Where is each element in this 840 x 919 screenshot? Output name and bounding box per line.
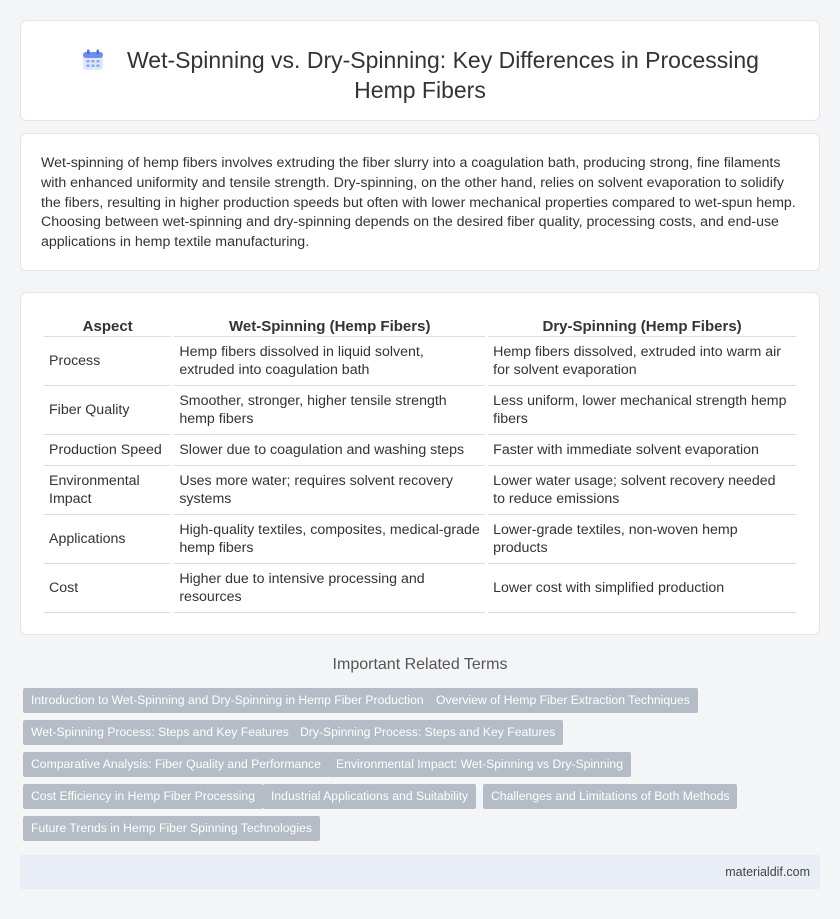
related-term-link[interactable]: Industrial Applications and Suitability [263, 784, 476, 809]
comparison-table [41, 317, 799, 613]
cell-aspect: Cost [44, 564, 171, 613]
intro-paragraph: Wet-spinning of hemp fibers involves extruding the fiber slurry into a coagulation bath, producing strong, fine filaments with enhanced uniformity and tensile strength. Dry-spinning, on the other hand, relies on solvent evaporation to solidify the fibers, resulting in higher production speeds but often with lower mechanical properties compared to wet-spun hemp. Choosing between wet-spinning and dry-spinning depends on the desired fiber quality, processing costs, and end-use applications in hemp textile manufacturing. [41, 155, 796, 251]
comparison-table-card [20, 292, 820, 635]
related-term-link[interactable]: Challenges and Limitations of Both Methods [483, 784, 737, 809]
cell-dry: Lower cost with simplified production [488, 564, 796, 613]
header-dry-spinning: Dry-Spinning (Hemp Fibers) [488, 317, 796, 337]
table-row [44, 564, 796, 613]
related-term-link[interactable]: Environmental Impact: Wet-Spinning vs Dry-Spinning [328, 752, 631, 777]
related-term-link[interactable]: Overview of Hemp Fiber Extraction Techniques [428, 688, 698, 713]
related-term-link[interactable]: Dry-Spinning Process: Steps and Key Features [292, 720, 563, 745]
cell-dry: Lower water usage; solvent recovery needed to reduce emissions [488, 466, 796, 515]
table-row [44, 515, 796, 564]
cell-aspect: Fiber Quality [44, 386, 171, 435]
cell-dry: Lower-grade textiles, non-woven hemp products [488, 515, 796, 564]
cell-aspect: Applications [44, 515, 171, 564]
table-row [44, 337, 796, 386]
cell-wet: Hemp fibers dissolved in liquid solvent, extruded into coagulation bath [174, 337, 485, 386]
cell-wet: High-quality textiles, composites, medical-grade hemp fibers [174, 515, 485, 564]
table-row [44, 386, 796, 435]
intro-card [20, 133, 820, 271]
cell-aspect: Environmental Impact [44, 466, 171, 515]
cell-wet: Higher due to intensive processing and resources [174, 564, 485, 613]
page-title-wrapper [21, 45, 819, 105]
table-row [44, 435, 796, 466]
cell-aspect: Production Speed [44, 435, 171, 466]
cell-dry: Hemp fibers dissolved, extruded into warm air for solvent evaporation [488, 337, 796, 386]
cell-dry: Less uniform, lower mechanical strength hemp fibers [488, 386, 796, 435]
table-header-row [44, 317, 796, 337]
cell-aspect: Process [44, 337, 171, 386]
calendar-icon [81, 48, 105, 72]
cell-wet: Smoother, stronger, higher tensile strength hemp fibers [174, 386, 485, 435]
related-term-link[interactable]: Future Trends in Hemp Fiber Spinning Technologies [23, 816, 320, 841]
title-card [20, 20, 820, 121]
page-title: Wet-Spinning vs. Dry-Spinning: Key Differences in Processing Hemp Fibers [127, 47, 759, 103]
cell-wet: Uses more water; requires solvent recovery systems [174, 466, 485, 515]
header-wet-spinning: Wet-Spinning (Hemp Fibers) [174, 317, 485, 337]
related-term-link[interactable]: Wet-Spinning Process: Steps and Key Features [23, 720, 297, 745]
related-term-link[interactable]: Comparative Analysis: Fiber Quality and Performance [23, 752, 329, 777]
footer-bar [20, 855, 820, 889]
footer-site-name: materialdif.com [725, 865, 810, 879]
header-aspect: Aspect [44, 317, 171, 337]
cell-wet: Slower due to coagulation and washing steps [174, 435, 485, 466]
related-term-link[interactable]: Introduction to Wet-Spinning and Dry-Spinning in Hemp Fiber Production [23, 688, 432, 713]
related-terms-heading: Important Related Terms [332, 656, 508, 673]
cell-dry: Faster with immediate solvent evaporation [488, 435, 796, 466]
table-row [44, 466, 796, 515]
related-term-link[interactable]: Cost Efficiency in Hemp Fiber Processing [23, 784, 263, 809]
